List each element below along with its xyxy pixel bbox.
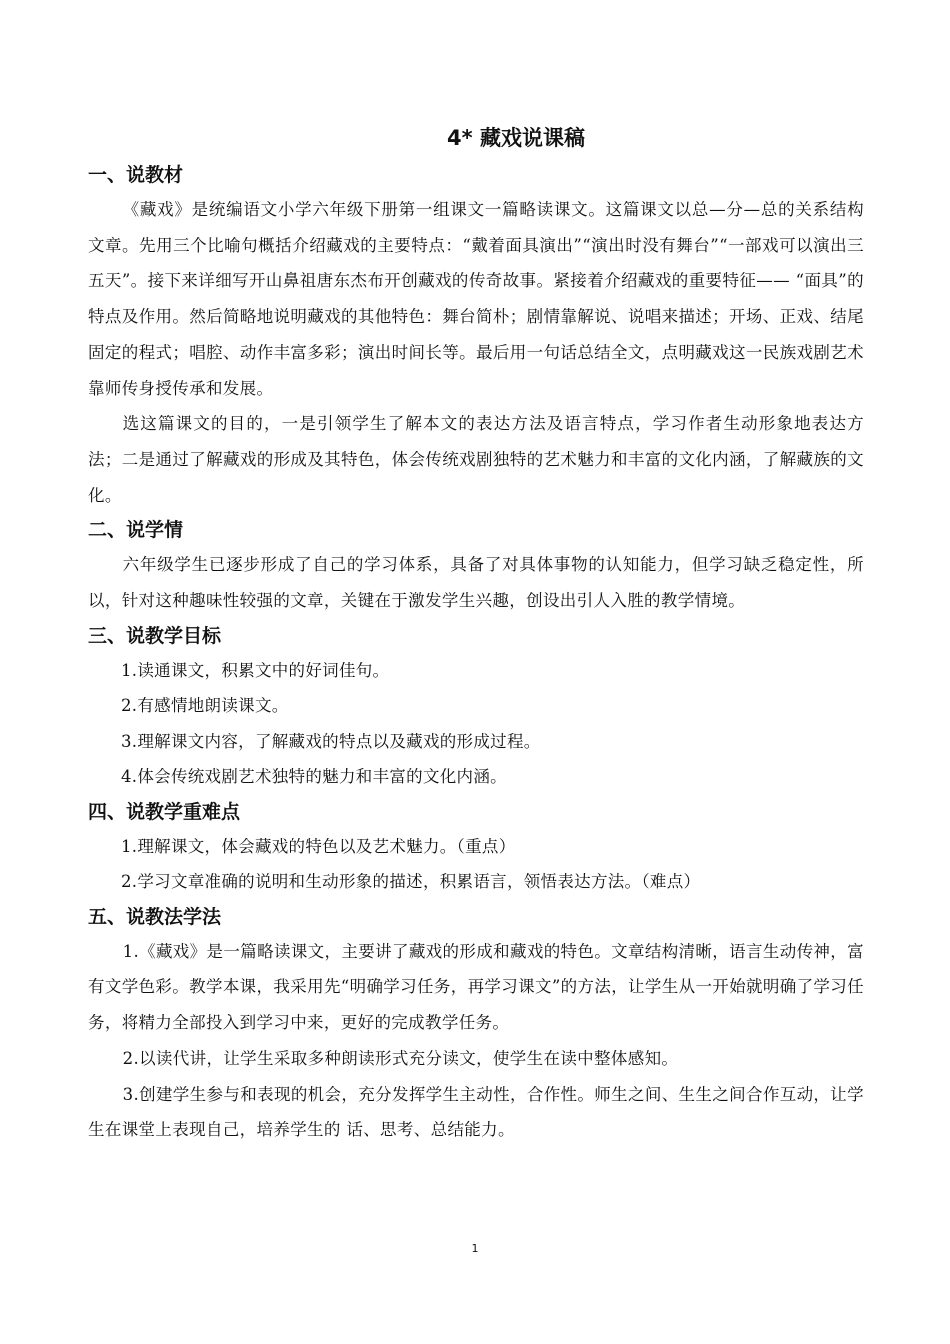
document-title: 4* 藏戏说课稿 — [447, 126, 585, 150]
section-heading: 二、说学情 — [88, 519, 184, 542]
section-heading: 五、说教法学法 — [88, 905, 222, 928]
paragraph: 2.以读代讲，让学生采取多种朗读形式充分读文，使学生在读中整体感知。 — [122, 1048, 679, 1068]
paragraph: 六年级学生已逐步形成了自己的学习体系，具备了对具体事物的认知能力，但学习缺乏稳定性，所以，针对这种趣味性较强的文章，关键在于激发学生兴趣，创设出引人入胜的教学情境。 — [88, 555, 864, 611]
section-heading: 三、说教学目标 — [88, 624, 222, 647]
page-number: 1 — [471, 1242, 479, 1255]
section-objectives — [88, 619, 864, 795]
section-heading: 四、说教学重难点 — [88, 800, 241, 823]
list-item: 2.有感情地朗读课文。 — [121, 696, 289, 716]
paragraph: 《藏戏》是统编语文小学六年级下册第一组课文一篇略读课文。这篇课文以总—分—总的关系结构文章。先用三个比喻句概括介绍藏戏的主要特点：“戴着面具演出”“演出时没有舞台”“一部戏可以演出三五天”。接下来详细写开山鼻祖唐东杰布开创藏戏的传奇故事。紧接着介绍藏戏的重要特征—— “面具”的特点及作用。然后简略地说明藏戏的其他特色：舞台简朴；剧情靠解说、说唱来描述；开场、正戏、结尾固定的程式；唱腔、动作丰富多彩；演出时间长等。最后用一句话总结全文，点明藏戏这一民族戏剧艺术靠师传身授传承和发展。 — [88, 200, 864, 398]
section-textbook — [88, 158, 864, 513]
list-item: 4.体会传统戏剧艺术独特的魅力和丰富的文化内涵。 — [121, 767, 507, 787]
document-page — [88, 118, 864, 1148]
list-item: 1.理解课文，体会藏戏的特色以及艺术魅力。（重点） — [121, 836, 516, 856]
list-item: 3.理解课文内容，了解藏戏的特点以及藏戏的形成过程。 — [121, 731, 541, 751]
section-heading: 一、说教材 — [88, 164, 184, 186]
list-item: 1.读通课文，积累文中的好词佳句。 — [121, 660, 390, 680]
paragraph: 选这篇课文的目的，一是引领学生了解本文的表达方法及语言特点，学习作者生动形象地表达方法；二是通过了解藏戏的形成及其特色，体会传统戏剧独特的艺术魅力和丰富的文化内涵，了解藏族的文化。 — [88, 414, 864, 505]
section-students — [88, 513, 864, 618]
section-methods — [88, 900, 864, 1148]
paragraph: 1.《藏戏》是一篇略读课文，主要讲了藏戏的形成和藏戏的特色。文章结构清晰，语言生动传神，富有文学色彩。教学本课，我采用先“明确学习任务，再学习课文”的方法，让学生从一开始就明确了学习任务，将精力全部投入到学习中来，更好的完成教学任务。 — [88, 941, 864, 1033]
list-item: 2.学习文章准确的说明和生动形象的描述，积累语言，领悟表达方法。（难点） — [121, 872, 701, 892]
section-key-points — [88, 795, 864, 900]
paragraph: 3.创建学生参与和表现的机会，充分发挥学生主动性，合作性。师生之间、生生之间合作互动，让学生在课堂上表现自己，培养学生的 话、思考、总结能力。 — [88, 1084, 864, 1140]
